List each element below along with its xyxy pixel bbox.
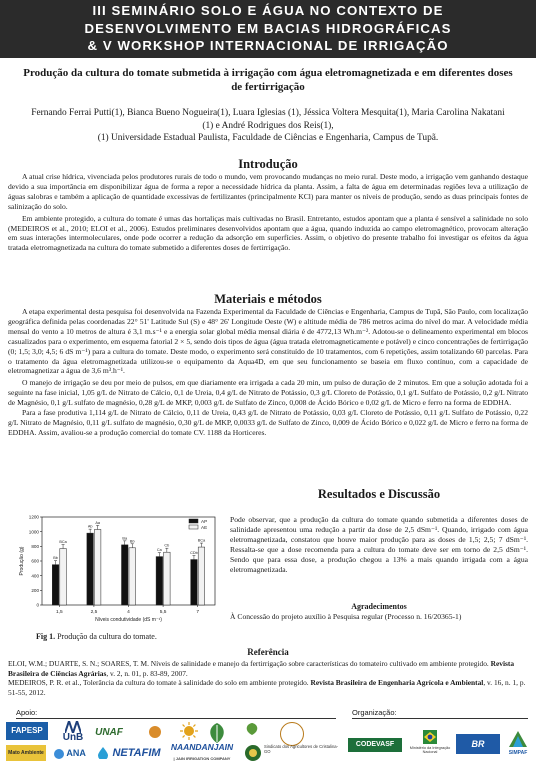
author-list: Fernando Ferrai Putti(1), Bianca Bueno Nogueira(1), Luara Iglesias (1), Jéssica Voltera Mesquita(1), Maria Carolina Nakatani (1) e André Rodrigues dos Reis(1), xyxy=(31,108,505,131)
bar-ap xyxy=(87,533,94,605)
intro-paragraph-2: Em ambiente protegido, a cultura do tomate é umas das hortaliças mais cultivadas no Brasil. Entretanto, estudos apontam que a planta é sensível a salinidade no solo (MEDEIROS et al., 2010; ELOI et al., 2006). Estudos preliminares desenvolvidos apontam que a água, quando induzida ao campo eletromagnético, provocam alteração em suas interações intermoleculares, onde pode ocorrer a redução da adsorção em superfícies. Assim, o objetivo do presente trabalho foi investigar os efeitos da água tratada eletromagnetizada na cultura do tomate submetido a diferentes doses de fertirrigação. xyxy=(8,213,528,253)
leaf-emblem-logo xyxy=(232,722,272,744)
legend-swatch-ae xyxy=(189,525,198,529)
naandanjain-logo: NAANDANJAIN | JAIN IRRIGATION COMPANY xyxy=(170,742,234,761)
codevasf-logo: CODEVASF xyxy=(348,738,402,752)
bar-data-label: Cb xyxy=(164,543,170,548)
simpaf-logo: SIMPAF xyxy=(504,730,532,760)
y-tick-label: 600 xyxy=(31,558,39,564)
support-divider xyxy=(16,718,336,719)
methods-text xyxy=(8,307,528,438)
x-tick-label: 2,5 xyxy=(90,610,98,615)
legend-label-ae: AE xyxy=(201,524,208,530)
references-list xyxy=(8,659,528,697)
y-tick-label: 1000 xyxy=(28,529,39,535)
chart-axes xyxy=(19,515,215,623)
banner-line-3: & V WORKSHOP INTERNACIONAL DE IRRIGAÇÃO xyxy=(87,38,449,53)
x-tick-label: 5,5 xyxy=(159,610,167,615)
ack-text: À Concessão do projeto auxílio à Pesquisa regular (Processo n. 16/20365-1) xyxy=(230,612,462,621)
fapesp-logo: FAPESP xyxy=(6,722,48,740)
legend-swatch-ap xyxy=(189,519,198,523)
results-text: Pode observar, que a produção da cultura do tomate quando submetida a diferentes doses de salinidade apresentou uma redução a partir da dose de 2,5 dSm⁻¹. Quando, irrigado com água eletromagnetizada, constatou que houve maior produção para as doses de 1,5; 2,5; 7 dSm⁻¹. Ressalta-se que a dose recomenda para a cultura do tomate deve ser em torno de 2,5 dSm⁻¹. Sendo que para essa dose, a produção chegou a 13% a mais quando irrigada com a água eletromagnetizada. xyxy=(230,515,528,574)
methods-paragraph-2: O manejo de irrigação se deu por meio de pulsos, em que diariamente era irrigada a cada 20 min, um pulso de duração de 2 minutos. Em que a solução adotada foi a seguinte na fase inicial, 1,05 g/L de Nitrato de Cálcio, 0,1 de Ureia, 0,4 g/L de Nitrato de Potássio, 0,3 g/L Cloreto de Potássio, 0,1 g/L Sulfato de Potássio, 0,2 g/L Nitrato de Magnésio, 0,1 g/L sulfato de magnésio, 0,28 g/L de MKP, 0,003 g/L de Sulfato de Zinco, 0,008 de Ácido Bórico e 0,02 g/L de Micro e ferro na forma de EDDHA. xyxy=(8,378,528,408)
organization-divider xyxy=(352,718,528,719)
y-tick-label: 1200 xyxy=(28,514,39,520)
bar-ap xyxy=(191,560,198,605)
ana-logo: ANA xyxy=(50,745,90,761)
chart-frame xyxy=(42,517,215,605)
bar-data-label: Bb xyxy=(53,556,58,561)
production-bar-chart xyxy=(10,507,225,633)
organization-label: Organização: xyxy=(352,708,397,717)
reference-1: ELOI, W.M.; DUARTE, S. N.; SOARES, T. M. Níveis de salinidade e manejo da fertirrigação sobre características do tomateiro cultivado em ambiente protegido. Revista Brasileira de Ciências Agrárias, v. 2, n. 01, p. 83-89, 2007. xyxy=(8,659,515,678)
bar-ap xyxy=(122,545,129,605)
ana-drop-icon xyxy=(54,749,64,759)
methods-heading: Materiais e métodos xyxy=(214,292,322,306)
intro-heading: Introdução xyxy=(238,157,298,171)
authors-block xyxy=(30,107,506,145)
figure-caption-label: Fig 1. xyxy=(36,632,56,641)
unb-symbol-icon xyxy=(65,721,81,733)
union-logo-icon xyxy=(244,744,262,762)
methods-paragraph-3: Para a fase produtiva 1,114 g/L de Nitrato de Cálcio, 0,11 de Ureia, 0,43 g/L de Nitrato de Potássio, 0,03 g/L Cloreto de Potássio, 0,11 g/L Sulfato de Potássio, 0,22 g/L Nitrato de Magnésio, 0,11 g/L sulfato de magnésio, 0,30 g/L de MKP, 0,0033 g/L de Sulfato de Zinco, 0,009 de Ácido Bórico e 0,022 g/L de Micro e ferro na forma de EDDHA. Assim, avaliou-se a produção comercial do tomate CV. 1188 da Horticeres. xyxy=(8,408,528,437)
bar-data-label: Ca xyxy=(156,548,162,553)
simpaf-symbol-icon xyxy=(508,730,528,748)
banner-line-1: III SEMINÁRIO SOLO E ÁGUA NO CONTEXTO DE xyxy=(92,3,444,18)
x-tick-label: 4 xyxy=(127,610,130,615)
intro-text xyxy=(8,172,528,253)
support-label: Apoio: xyxy=(16,708,38,717)
leaf-emblem-icon xyxy=(243,722,261,736)
ack-heading: Agradecimentos xyxy=(351,602,407,611)
bar-data-label: BCa xyxy=(59,540,67,545)
sun-logo-icon xyxy=(180,722,198,742)
bar-data-label: Ba xyxy=(122,536,128,541)
x-axis-label: Níveis condutividade (dS m⁻¹) xyxy=(95,617,162,623)
mato-ambiente-logo: Mato Ambiente xyxy=(6,745,46,761)
bar-data-label: CDb xyxy=(190,551,198,556)
ministerio-logo: Ministério da Integração Nacional xyxy=(408,730,452,760)
legend-label-ap: AP xyxy=(201,518,208,524)
bar-data-label: Aa xyxy=(95,520,100,525)
seal-logo-icon xyxy=(280,722,304,746)
bar-ae xyxy=(164,552,171,605)
cowan-logo xyxy=(140,722,170,744)
x-tick-label: 7 xyxy=(196,610,200,615)
bar-ae xyxy=(198,547,205,605)
references-heading: Referência xyxy=(247,647,289,657)
figure-caption-text: Produção da cultura do tomate. xyxy=(55,632,157,641)
unaf-logo: UNAF xyxy=(95,727,123,738)
poster-title: Produção da cultura do tomate submetida à irrigação com água eletromagnetizada e em diferentes doses de fertirrigação xyxy=(23,67,513,93)
bar-data-label: BCa xyxy=(197,538,206,543)
x-tick-label: 1,5 xyxy=(55,610,63,615)
y-tick-label: 800 xyxy=(31,543,39,549)
y-tick-label: 200 xyxy=(31,587,39,593)
results-heading: Resultados e Discussão xyxy=(317,487,441,501)
event-banner xyxy=(0,0,536,58)
y-tick-label: 0 xyxy=(36,602,39,608)
bar-ae xyxy=(60,549,67,605)
bar-ap xyxy=(52,565,59,605)
intro-paragraph-1: A atual crise hídrica, vivenciada pelos produtores rurais de todo o mundo, vem provocando mudanças no meio rural. Deste modo, a irrigação vem ganhando destaque devido a sua importância em disponibilizar água de forma a repor a necessidade hídrica da planta. Assim, a falta de água em determinadas regiões leva a utilização de águas salobras e também a aplicação de quantidade excessivas de fertilizantes (principalmente KCl) para manter os níveis de produção, sendo as duas principais fontes de salinização do solo. xyxy=(8,172,528,211)
banner-line-2: DESENVOLVIMENTO EM BACIAS HIDROGRÁFICAS xyxy=(84,20,452,36)
figure-caption xyxy=(36,632,157,641)
netafim-drop-icon xyxy=(97,747,109,759)
bar-data-label: Ab xyxy=(87,524,93,529)
reference-2: MEDEIROS, P. R. et al., Tolerância da cultura do tomate à salinidade do solo em ambiente protegido. Revista Brasileira de Engenharia Agrícola e Ambiental, v. 16, n. 1, p. 51-55, 2012. xyxy=(8,678,526,697)
sindicato-logo: Sindicato dos Agricultores de Cristalina-GO xyxy=(264,744,339,754)
y-axis-label: Produção (g) xyxy=(19,546,25,576)
netafim-logo: NETAFIM xyxy=(95,744,163,762)
y-tick-label: 400 xyxy=(31,573,39,579)
methods-paragraph-1: A etapa experimental desta pesquisa foi desenvolvida na Fazenda Experimental da Faculdade de Ciências e Engenharia, Campus de Tupã, São Paulo, com localização geográfica definida pelas coordenadas 22° 51' Latitude Sul (S) e 48° 26' Longitude Oeste (W) e altitude média de 786 metros acima do nível do mar. A velocidade média mensal do vento a 10 metros de altura é 3,1 m.s⁻¹ e a energia solar global média mensal diária é de 4772,13 Wh.m⁻². Adotou-se o delineamento experimental em blocos casualizados para o experimento, em esquema fatorial 2 × 5, sendo dois tipos de água (água tratada eletromagneticamente e potável) e cinco concentrações de fertirrigação (0; 1,5; 3,0; 4,5; 6 dS m⁻¹) para a cultura do tomate. Deste modo, o experimento será constituído de 10 tratamentos, com 6 repetições, assim totalizando 60 parcelas. Para o tratamento da água eletromagnetizada utilizou-se o equipamento da Aqua4D, em que seu funcionamento se baseia em fluxo contínuo, com a capacidade de eletromagnetizar a água de 3,6 m³.h⁻¹. xyxy=(8,307,528,376)
bar-ap xyxy=(156,557,163,605)
cowan-symbol-icon xyxy=(149,726,161,738)
unb-logo: UnB xyxy=(60,721,86,745)
brazil-flag-icon xyxy=(423,730,437,744)
bar-ae xyxy=(129,548,136,605)
br-logo: BR xyxy=(456,734,500,754)
bar-ae xyxy=(94,529,101,605)
affiliation: (1) Universidade Estadual Paulista, Faculdade de Ciências e Engenharia, Campus de Tupã. xyxy=(97,133,439,143)
bar-data-label: Bb xyxy=(129,539,135,544)
